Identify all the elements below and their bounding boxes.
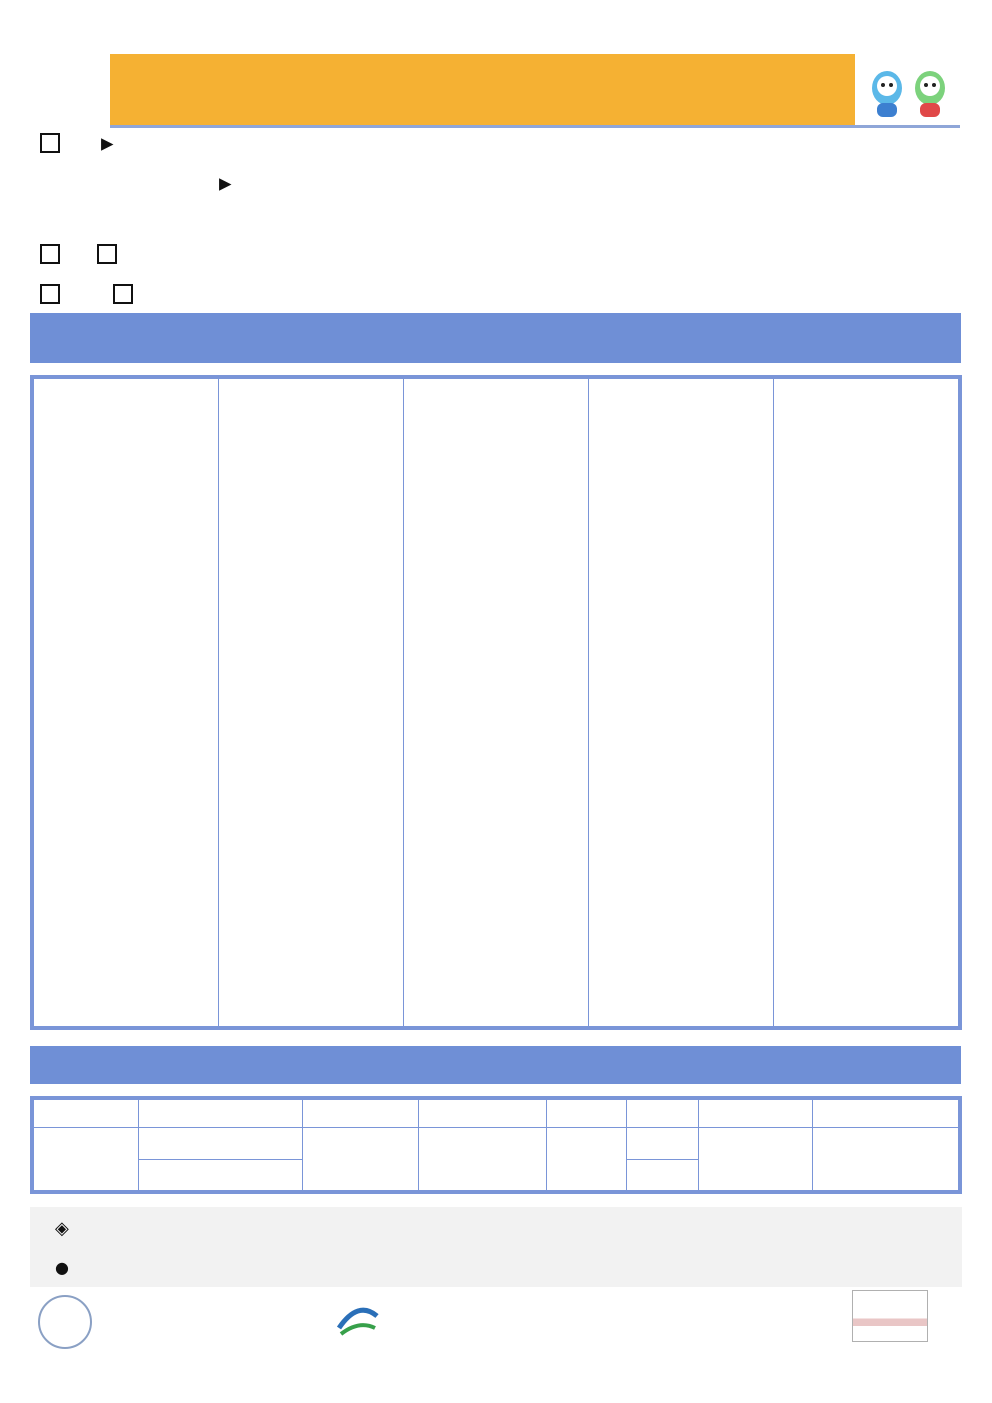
bullet-icon: ● <box>55 1258 69 1277</box>
header-note <box>774 379 959 1027</box>
weekend-class-name <box>303 1128 419 1191</box>
header-course <box>219 379 404 1027</box>
mascot-icon <box>865 58 955 120</box>
weekday-section-title <box>30 313 961 363</box>
integrity-logo <box>30 62 105 116</box>
header-remark <box>813 1100 959 1128</box>
registration-line-2 <box>205 168 238 198</box>
header-fee <box>589 379 774 1027</box>
registration-line-1 <box>40 128 120 158</box>
header-capacity <box>404 379 589 1027</box>
weekend-category <box>34 1128 139 1191</box>
page-title-banner <box>110 54 855 126</box>
checkbox-icon <box>97 244 117 264</box>
weekend-fee <box>699 1128 813 1191</box>
weekend-cap-2 <box>627 1159 699 1191</box>
inquiry-line <box>40 280 149 309</box>
diamond-icon: ◈ <box>55 1218 69 1239</box>
weekend-target <box>419 1128 547 1191</box>
header-target <box>419 1100 547 1128</box>
weekend-remark <box>813 1128 959 1191</box>
header-fee <box>699 1100 813 1128</box>
header-time <box>139 1100 303 1128</box>
weekend-cap-1 <box>627 1128 699 1160</box>
ccm-logo <box>38 1295 92 1349</box>
certification-badge <box>852 1290 928 1342</box>
weekend-time-2 <box>139 1159 303 1191</box>
arrow-icon: ▸ <box>100 129 114 157</box>
header-recruit <box>627 1100 699 1128</box>
header-day <box>547 1100 627 1128</box>
arrow-icon: ▸ <box>219 169 232 197</box>
weekday-schedule-table <box>30 375 962 1030</box>
header-category <box>34 1100 139 1128</box>
header-time <box>34 379 219 1027</box>
checkbox-icon <box>40 284 60 304</box>
weekend-time-1 <box>139 1128 303 1160</box>
operation-period-line <box>40 240 131 269</box>
operation-title <box>55 1218 69 1239</box>
checkbox-icon <box>40 244 60 264</box>
weekend-schedule-table <box>30 1096 962 1194</box>
header-divider <box>110 125 960 128</box>
checkbox-icon <box>113 284 133 304</box>
corporation-logo-icon <box>335 1298 381 1340</box>
checkbox-icon <box>40 133 60 153</box>
operation-info-box <box>30 1207 962 1287</box>
weekend-section-title <box>30 1046 961 1084</box>
header-class-name <box>303 1100 419 1128</box>
operation-hours <box>55 1258 69 1277</box>
weekend-day <box>547 1128 627 1191</box>
